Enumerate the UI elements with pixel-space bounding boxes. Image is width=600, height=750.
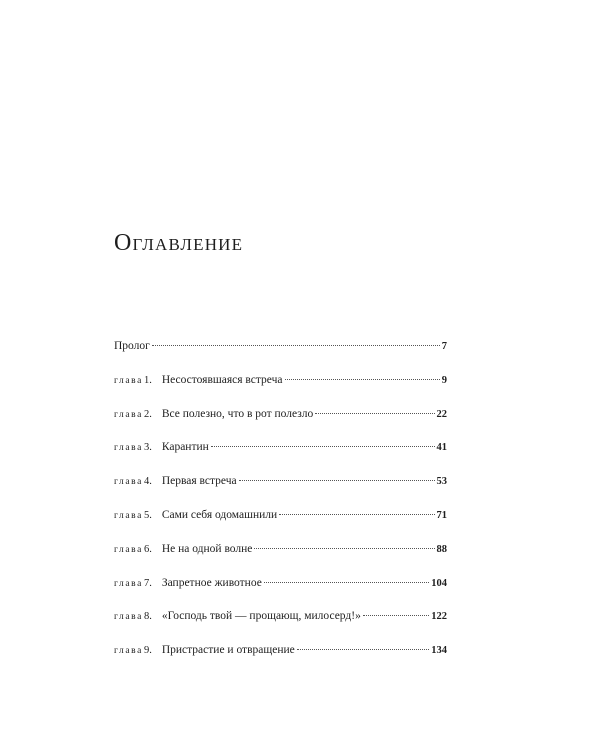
chapter-label: глава bbox=[114, 477, 143, 488]
chapter-number: 3. bbox=[143, 442, 152, 454]
dot-leader bbox=[297, 649, 430, 650]
dot-leader bbox=[239, 480, 435, 481]
toc-entry-chapter-1 bbox=[114, 370, 447, 404]
toc-entry-chapter-4 bbox=[114, 471, 447, 505]
chapter-number: 7. bbox=[143, 577, 152, 589]
dot-leader bbox=[285, 379, 440, 380]
dot-leader bbox=[254, 548, 434, 549]
page-number: 88 bbox=[436, 543, 447, 555]
page-number: 41 bbox=[436, 442, 447, 454]
toc-entry-chapter-3 bbox=[114, 437, 447, 471]
toc-entry-chapter-5 bbox=[114, 505, 447, 539]
entry-title: Первая встреча bbox=[161, 475, 237, 488]
dot-leader bbox=[363, 615, 429, 616]
chapter-label: глава bbox=[114, 578, 143, 589]
entry-title: Запретное животное bbox=[161, 576, 262, 589]
entry-title: Все полезно, что в рот полезло bbox=[161, 407, 314, 420]
entry-title: Не на одной волне bbox=[161, 542, 253, 555]
entry-title: Сами себя одомашнили bbox=[161, 508, 278, 521]
chapter-number: 1. bbox=[143, 374, 152, 386]
page-number: 9 bbox=[441, 374, 447, 386]
dot-leader bbox=[264, 582, 429, 583]
chapter-label: глава bbox=[114, 409, 143, 420]
entry-title: Карантин bbox=[161, 441, 209, 454]
page-number: 134 bbox=[431, 645, 447, 657]
table-of-contents bbox=[114, 336, 447, 674]
chapter-number: 9. bbox=[143, 645, 152, 657]
entry-title: Пролог bbox=[114, 340, 150, 352]
chapter-label: глава bbox=[114, 612, 143, 623]
entry-title: Несостоявшаяся встреча bbox=[161, 373, 283, 386]
page-number: 7 bbox=[441, 341, 447, 352]
page-number: 122 bbox=[431, 611, 447, 623]
entry-title: Пристрастие и отвращение bbox=[161, 644, 295, 657]
chapter-label: глава bbox=[114, 646, 143, 657]
page-number: 53 bbox=[436, 476, 447, 488]
toc-entry-prologue bbox=[114, 336, 447, 370]
dot-leader bbox=[315, 413, 434, 414]
chapter-number: 2. bbox=[143, 408, 152, 420]
chapter-label: глава bbox=[114, 510, 143, 521]
entry-title: «Господь твой — прощающ, милосерд!» bbox=[161, 610, 361, 623]
dot-leader bbox=[211, 446, 435, 447]
page-number: 22 bbox=[436, 408, 447, 420]
chapter-label: глава bbox=[114, 375, 143, 386]
page-number: 71 bbox=[436, 509, 447, 521]
toc-entry-chapter-9 bbox=[114, 640, 447, 674]
toc-entry-chapter-8 bbox=[114, 606, 447, 640]
chapter-label: глава bbox=[114, 443, 143, 454]
toc-entry-chapter-2 bbox=[114, 404, 447, 438]
page-title: Оглавление bbox=[114, 230, 244, 256]
dot-leader bbox=[279, 514, 434, 515]
toc-entry-chapter-6 bbox=[114, 539, 447, 573]
chapter-label: глава bbox=[114, 544, 143, 555]
chapter-number: 4. bbox=[143, 476, 152, 488]
toc-entry-chapter-7 bbox=[114, 573, 447, 607]
chapter-number: 5. bbox=[143, 509, 152, 521]
chapter-number: 8. bbox=[143, 611, 152, 623]
dot-leader bbox=[152, 345, 440, 346]
chapter-number: 6. bbox=[143, 543, 152, 555]
page-number: 104 bbox=[431, 577, 447, 589]
